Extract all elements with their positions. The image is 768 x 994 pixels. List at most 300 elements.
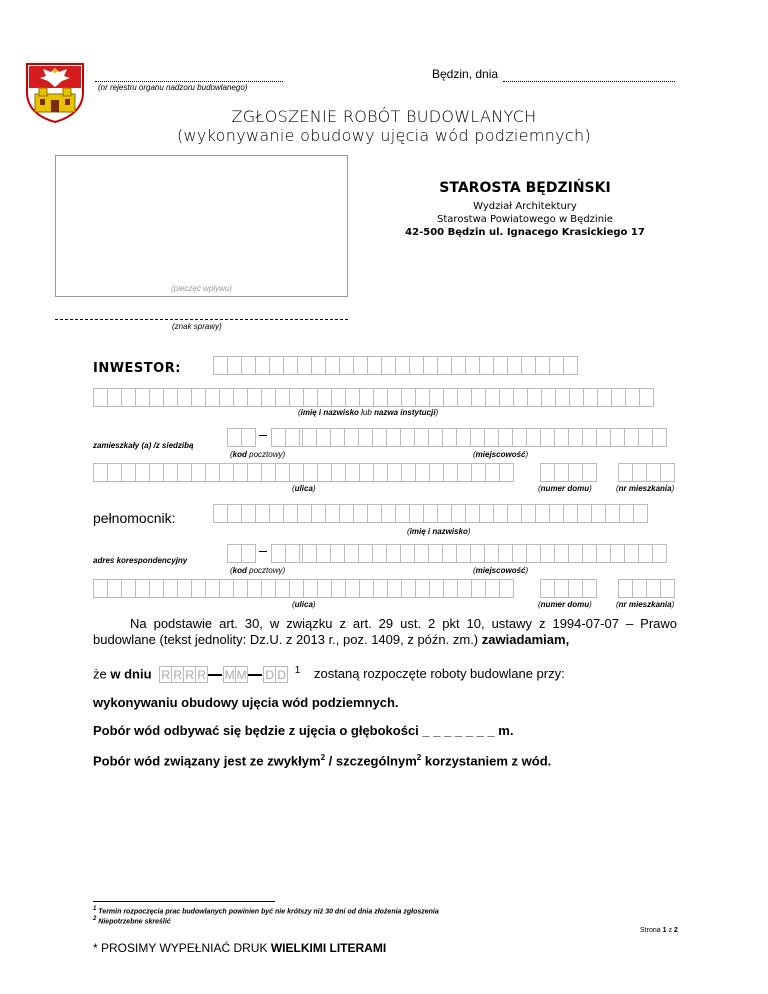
letter-box[interactable]	[387, 579, 402, 598]
letter-box[interactable]	[456, 544, 471, 563]
letter-box[interactable]	[163, 388, 178, 407]
letter-box[interactable]	[269, 356, 284, 375]
registry-number-field[interactable]	[95, 80, 283, 82]
letter-box[interactable]	[540, 428, 555, 447]
letter-box[interactable]	[646, 463, 661, 482]
letter-box[interactable]	[289, 463, 304, 482]
residence-label: zamieszkały (a) /z siedzibą	[93, 441, 194, 450]
letter-box[interactable]	[568, 579, 583, 598]
letter-box[interactable]	[316, 544, 331, 563]
letter-box[interactable]	[275, 463, 290, 482]
letter-box[interactable]	[401, 463, 416, 482]
letter-box[interactable]	[121, 388, 136, 407]
letter-box[interactable]	[583, 388, 598, 407]
proxy-city-grid[interactable]	[302, 544, 666, 563]
letter-box[interactable]	[261, 388, 276, 407]
investor-city-caption: (miejscowość)	[473, 450, 529, 459]
letter-box[interactable]	[652, 428, 667, 447]
letter-box[interactable]	[345, 463, 360, 482]
notify-word: zawiadamiam,	[481, 632, 570, 647]
investor-street-grid[interactable]	[93, 463, 513, 482]
letter-box[interactable]	[605, 504, 620, 523]
letter-box[interactable]	[325, 504, 340, 523]
correspondence-label: adres korespondencyjny	[93, 556, 188, 565]
letter-box[interactable]	[540, 463, 555, 482]
letter-box[interactable]	[401, 579, 416, 598]
letter-box[interactable]	[107, 579, 122, 598]
letter-box[interactable]	[554, 428, 569, 447]
letter-box[interactable]	[205, 388, 220, 407]
letter-box[interactable]	[121, 579, 136, 598]
legal-basis-text: Na podstawie art. 30, w związku z art. 29 ust. 2 pkt 10, ustawy z 1994-07-07 – Prawo budowlane (tekst jednolity: Dz.U. z 2013 r., poz. 1409, z późn. zm.)	[93, 616, 677, 647]
letter-box[interactable]	[93, 579, 108, 598]
letter-box[interactable]	[512, 428, 527, 447]
letter-box[interactable]	[359, 579, 374, 598]
letter-box[interactable]	[241, 544, 256, 563]
date-field[interactable]	[503, 80, 675, 82]
letter-box[interactable]	[303, 579, 318, 598]
page-number: Strona 1 z 2	[640, 927, 678, 934]
letter-box[interactable]	[541, 388, 556, 407]
letter-box[interactable]	[457, 579, 472, 598]
letter-box[interactable]	[353, 356, 368, 375]
letter-box[interactable]	[177, 579, 192, 598]
letter-box[interactable]	[415, 388, 430, 407]
date-prefix-bold: w dniu	[110, 666, 152, 682]
letter-box[interactable]	[582, 544, 597, 563]
works-line: wykonywaniu obudowy ujęcia wód podziemnych.	[93, 695, 399, 710]
letter-box[interactable]	[568, 428, 583, 447]
letter-box[interactable]	[437, 504, 452, 523]
letter-box[interactable]	[107, 388, 122, 407]
footnote-2: $^2$ Niepotrzebne skreślić	[93, 916, 171, 926]
letter-box[interactable]	[345, 579, 360, 598]
letter-box[interactable]	[289, 579, 304, 598]
letter-box[interactable]	[484, 428, 499, 447]
letter-box[interactable]	[499, 463, 514, 482]
letter-box[interactable]	[582, 579, 597, 598]
date-cell-year-1[interactable]: R	[159, 666, 172, 683]
letter-box[interactable]	[632, 463, 647, 482]
case-number-caption: (znak sprawy)	[172, 322, 222, 331]
letter-box[interactable]	[344, 428, 359, 447]
letter-box[interactable]	[107, 463, 122, 482]
letter-box[interactable]	[415, 579, 430, 598]
registry-note: (nr rejestru organu nadzoru budowlanego)	[98, 83, 248, 92]
letter-box[interactable]	[563, 356, 578, 375]
investor-name-grid-row1[interactable]	[213, 356, 577, 375]
investor-house-grid[interactable]	[540, 463, 596, 482]
letter-box[interactable]	[135, 388, 150, 407]
letter-box[interactable]	[437, 356, 452, 375]
letter-box[interactable]	[596, 428, 611, 447]
proxy-street-grid[interactable]	[93, 579, 513, 598]
letter-box[interactable]	[386, 428, 401, 447]
letter-box[interactable]	[227, 544, 242, 563]
letter-box[interactable]	[191, 579, 206, 598]
letter-box[interactable]	[470, 428, 485, 447]
letter-box[interactable]	[638, 428, 653, 447]
letter-box[interactable]	[372, 428, 387, 447]
letter-box[interactable]	[443, 579, 458, 598]
letter-box[interactable]	[269, 504, 284, 523]
letter-box[interactable]	[233, 388, 248, 407]
addressee-name: STAROSTA BĘDZIŃSKI	[439, 180, 611, 196]
letter-box[interactable]	[149, 463, 164, 482]
letter-box[interactable]	[135, 463, 150, 482]
letter-box[interactable]	[381, 356, 396, 375]
letter-box[interactable]	[330, 544, 345, 563]
letter-box[interactable]	[311, 504, 326, 523]
letter-box[interactable]	[331, 579, 346, 598]
letter-box[interactable]	[381, 504, 396, 523]
investor-name-caption: (imię i nazwisko lub nazwa instytucji)	[298, 408, 439, 417]
letter-box[interactable]	[317, 463, 332, 482]
investor-flat-grid[interactable]	[618, 463, 674, 482]
letter-box[interactable]	[465, 356, 480, 375]
letter-box[interactable]	[513, 388, 528, 407]
letter-box[interactable]	[241, 504, 256, 523]
letter-box[interactable]	[330, 428, 345, 447]
letter-box[interactable]	[451, 504, 466, 523]
letter-box[interactable]	[414, 544, 429, 563]
letter-box[interactable]	[271, 544, 286, 563]
letter-box[interactable]	[507, 504, 522, 523]
letter-box[interactable]	[429, 388, 444, 407]
letter-box[interactable]	[227, 504, 242, 523]
letter-box[interactable]	[302, 428, 317, 447]
proxy-postal-code-grid[interactable]	[227, 544, 313, 563]
letter-box[interactable]	[610, 428, 625, 447]
letter-box[interactable]	[331, 388, 346, 407]
letter-box[interactable]	[618, 579, 633, 598]
footnote-1: $^1$ Termin rozpoczęcia prac budowlanych powinien być nie krótszy niż 30 dni od dnia złożenia zgłoszenia	[93, 906, 439, 916]
proxy-name-grid[interactable]	[213, 504, 647, 523]
investor-flat-caption: (nr mieszkania)	[616, 484, 675, 493]
letter-box[interactable]	[549, 356, 564, 375]
usage-line: Pobór wód związany jest ze zwykłym$^2$ / szczególnym$^2$ korzystaniem z wód.	[93, 753, 552, 769]
letter-box[interactable]	[442, 428, 457, 447]
letter-box[interactable]	[619, 504, 634, 523]
letter-box[interactable]	[233, 579, 248, 598]
letter-box[interactable]	[554, 544, 569, 563]
letter-box[interactable]	[471, 388, 486, 407]
letter-box[interactable]	[255, 356, 270, 375]
proxy-name-caption: (imię i nazwisko)	[407, 527, 471, 536]
letter-box[interactable]	[527, 388, 542, 407]
investor-house-caption: (numer domu)	[538, 484, 592, 493]
letter-box[interactable]	[554, 463, 569, 482]
letter-box[interactable]	[135, 579, 150, 598]
letter-box[interactable]	[535, 504, 550, 523]
letter-box[interactable]	[400, 428, 415, 447]
letter-box[interactable]	[499, 388, 514, 407]
addressee-dept1: Wydział Architektury	[473, 201, 577, 212]
letter-box[interactable]	[582, 463, 597, 482]
letter-box[interactable]	[149, 388, 164, 407]
letter-box[interactable]	[569, 388, 584, 407]
proxy-house-grid[interactable]	[540, 579, 596, 598]
letter-box[interactable]	[409, 356, 424, 375]
letter-box[interactable]	[285, 428, 300, 447]
letter-box[interactable]	[493, 504, 508, 523]
proxy-city-caption: (miejscowość)	[473, 566, 529, 575]
letter-box[interactable]	[638, 544, 653, 563]
date-cell-day-1[interactable]: D	[263, 666, 276, 683]
letter-box[interactable]	[373, 388, 388, 407]
letter-box[interactable]	[219, 579, 234, 598]
letter-box[interactable]	[428, 428, 443, 447]
letter-box[interactable]	[611, 388, 626, 407]
letter-box[interactable]	[415, 463, 430, 482]
letter-box[interactable]	[325, 356, 340, 375]
letter-box[interactable]	[465, 504, 480, 523]
letter-box[interactable]	[639, 388, 654, 407]
letter-box[interactable]	[526, 544, 541, 563]
letter-box[interactable]	[283, 504, 298, 523]
date-suffix: zostaną rozpoczęte roboty budowlane przy:	[313, 666, 565, 682]
letter-box[interactable]	[177, 463, 192, 482]
letter-box[interactable]	[471, 579, 486, 598]
letter-box[interactable]	[624, 544, 639, 563]
letter-box[interactable]	[297, 504, 312, 523]
letter-box[interactable]	[213, 356, 228, 375]
capital-letters-notice: * PROSIMY WYPEŁNIAĆ DRUK WIELKIMI LITERAMI	[93, 941, 387, 955]
letter-box[interactable]	[521, 504, 536, 523]
letter-box[interactable]	[227, 428, 242, 447]
letter-box[interactable]	[331, 463, 346, 482]
letter-box[interactable]	[317, 388, 332, 407]
letter-box[interactable]	[470, 544, 485, 563]
letter-box[interactable]	[568, 463, 583, 482]
legal-basis-paragraph	[93, 616, 677, 648]
letter-box[interactable]	[358, 428, 373, 447]
letter-box[interactable]	[233, 463, 248, 482]
investor-postal-code-grid[interactable]	[227, 428, 313, 447]
letter-box[interactable]	[507, 356, 522, 375]
letter-box[interactable]	[121, 463, 136, 482]
letter-box[interactable]	[317, 579, 332, 598]
depth-line: Pobór wód odbywać się będzie z ujęcia o głębokości _ _ _ _ _ _ _ m.	[93, 723, 514, 738]
letter-box[interactable]	[485, 388, 500, 407]
letter-box[interactable]	[499, 579, 514, 598]
letter-box[interactable]	[554, 579, 569, 598]
letter-box[interactable]	[261, 463, 276, 482]
investor-street-caption: (ulica)	[292, 484, 316, 493]
form-title: ZGŁOSZENIE ROBÓT BUDOWLANYCH	[231, 107, 537, 126]
letter-box[interactable]	[191, 463, 206, 482]
letter-box[interactable]	[498, 544, 513, 563]
letter-box[interactable]	[549, 504, 564, 523]
proxy-flat-grid[interactable]	[618, 579, 674, 598]
start-date-line	[93, 663, 693, 683]
letter-box[interactable]	[255, 504, 270, 523]
letter-box[interactable]	[395, 356, 410, 375]
letter-box[interactable]	[359, 463, 374, 482]
letter-box[interactable]	[485, 463, 500, 482]
letter-box[interactable]	[451, 356, 466, 375]
letter-box[interactable]	[485, 579, 500, 598]
letter-box[interactable]	[367, 504, 382, 523]
letter-box[interactable]	[577, 504, 592, 523]
letter-box[interactable]	[479, 504, 494, 523]
start-date-input[interactable]	[159, 666, 287, 683]
letter-box[interactable]	[344, 544, 359, 563]
letter-box[interactable]	[247, 579, 262, 598]
letter-box[interactable]	[339, 504, 354, 523]
case-number-field[interactable]	[55, 318, 348, 320]
letter-box[interactable]	[191, 388, 206, 407]
letter-box[interactable]	[387, 388, 402, 407]
letter-box[interactable]	[213, 504, 228, 523]
investor-name-grid-row2[interactable]	[93, 388, 653, 407]
letter-box[interactable]	[241, 356, 256, 375]
investor-heading: INWESTOR:	[93, 361, 181, 376]
letter-box[interactable]	[93, 388, 108, 407]
letter-box[interactable]	[540, 544, 555, 563]
letter-box[interactable]	[345, 388, 360, 407]
letter-box[interactable]	[316, 428, 331, 447]
letter-box[interactable]	[219, 463, 234, 482]
date-cell-month-1[interactable]: M	[224, 667, 235, 682]
letter-box[interactable]	[428, 544, 443, 563]
letter-box[interactable]	[395, 504, 410, 523]
letter-box[interactable]	[568, 544, 583, 563]
letter-box[interactable]	[285, 544, 300, 563]
letter-box[interactable]	[555, 388, 570, 407]
letter-box[interactable]	[535, 356, 550, 375]
addressee-dept2: Starostwa Powiatowego w Będzinie	[437, 214, 613, 225]
letter-box[interactable]	[93, 463, 108, 482]
letter-box[interactable]	[429, 579, 444, 598]
letter-box[interactable]	[526, 428, 541, 447]
letter-box[interactable]	[358, 544, 373, 563]
intake-stamp-box	[55, 155, 348, 297]
letter-box[interactable]	[625, 388, 640, 407]
proxy-house-caption: (numer domu)	[538, 600, 592, 609]
letter-box[interactable]	[652, 544, 667, 563]
letter-box[interactable]	[373, 579, 388, 598]
letter-box[interactable]	[205, 463, 220, 482]
letter-box[interactable]	[386, 544, 401, 563]
letter-box[interactable]	[457, 388, 472, 407]
date-cell-year-2[interactable]: R	[171, 666, 184, 683]
proxy-street-caption: (ulica)	[292, 600, 316, 609]
letter-box[interactable]	[373, 463, 388, 482]
letter-box[interactable]	[591, 504, 606, 523]
letter-box[interactable]	[205, 579, 220, 598]
letter-box[interactable]	[423, 504, 438, 523]
letter-box[interactable]	[275, 579, 290, 598]
letter-box[interactable]	[498, 428, 513, 447]
letter-box[interactable]	[339, 356, 354, 375]
letter-box[interactable]	[414, 428, 429, 447]
letter-box[interactable]	[271, 428, 286, 447]
letter-box[interactable]	[297, 356, 312, 375]
letter-box[interactable]	[618, 463, 633, 482]
letter-box[interactable]	[227, 356, 242, 375]
footnote-separator	[93, 901, 275, 902]
date-cell-year-3[interactable]: R	[183, 666, 196, 683]
letter-box[interactable]	[632, 579, 647, 598]
letter-box[interactable]	[372, 544, 387, 563]
letter-box[interactable]	[359, 388, 374, 407]
letter-box[interactable]	[596, 544, 611, 563]
letter-box[interactable]	[387, 463, 402, 482]
letter-box[interactable]	[660, 463, 675, 482]
letter-box[interactable]	[456, 428, 471, 447]
letter-box[interactable]	[471, 463, 486, 482]
footnote-ref-1: 1	[294, 665, 301, 676]
letter-box[interactable]	[283, 356, 298, 375]
letter-box[interactable]	[624, 428, 639, 447]
letter-box[interactable]	[540, 579, 555, 598]
letter-box[interactable]	[610, 544, 625, 563]
date-cell-year-4[interactable]: R	[195, 666, 208, 683]
letter-box[interactable]	[442, 544, 457, 563]
investor-city-grid[interactable]	[302, 428, 666, 447]
date-prefix: że	[93, 666, 107, 682]
intake-stamp-caption: (pieczęć wpływu)	[171, 284, 232, 293]
letter-box[interactable]	[247, 463, 262, 482]
letter-box[interactable]	[241, 428, 256, 447]
letter-box[interactable]	[582, 428, 597, 447]
letter-box[interactable]	[479, 356, 494, 375]
letter-box[interactable]	[400, 544, 415, 563]
letter-box[interactable]	[443, 388, 458, 407]
letter-box[interactable]	[423, 356, 438, 375]
proxy-label: pełnomocnik:	[93, 510, 176, 526]
letter-box[interactable]	[401, 388, 416, 407]
letter-box[interactable]	[163, 579, 178, 598]
letter-box[interactable]	[149, 579, 164, 598]
letter-box[interactable]	[512, 544, 527, 563]
investor-postal-caption: (kod pocztowy)	[230, 450, 286, 459]
addressee-address: 42-500 Będzin ul. Ignacego Krasickiego 17	[405, 227, 645, 238]
letter-box[interactable]	[429, 463, 444, 482]
letter-box[interactable]	[443, 463, 458, 482]
letter-box[interactable]	[521, 356, 536, 375]
letter-box[interactable]	[163, 463, 178, 482]
letter-box[interactable]	[247, 388, 262, 407]
date-cell-month-2[interactable]: M	[236, 667, 247, 682]
letter-box[interactable]	[303, 463, 318, 482]
letter-box[interactable]	[275, 388, 290, 407]
letter-box[interactable]	[493, 356, 508, 375]
letter-box[interactable]	[261, 579, 276, 598]
letter-box[interactable]	[563, 504, 578, 523]
date-cell-day-2[interactable]: D	[275, 666, 288, 683]
letter-box[interactable]	[409, 504, 424, 523]
letter-box[interactable]	[646, 579, 661, 598]
letter-box[interactable]	[457, 463, 472, 482]
letter-box[interactable]	[311, 356, 326, 375]
letter-box[interactable]	[177, 388, 192, 407]
letter-box[interactable]	[289, 388, 304, 407]
letter-box[interactable]	[660, 579, 675, 598]
letter-box[interactable]	[597, 388, 612, 407]
letter-box[interactable]	[302, 544, 317, 563]
letter-box[interactable]	[219, 388, 234, 407]
proxy-postal-caption: (kod pocztowy)	[230, 566, 286, 575]
letter-box[interactable]	[303, 388, 318, 407]
letter-box[interactable]	[484, 544, 499, 563]
letter-box[interactable]	[633, 504, 648, 523]
letter-box[interactable]	[367, 356, 382, 375]
proxy-flat-caption: (nr mieszkania)	[616, 600, 675, 609]
place-date-label: Będzin, dnia	[432, 67, 499, 81]
letter-box[interactable]	[353, 504, 368, 523]
